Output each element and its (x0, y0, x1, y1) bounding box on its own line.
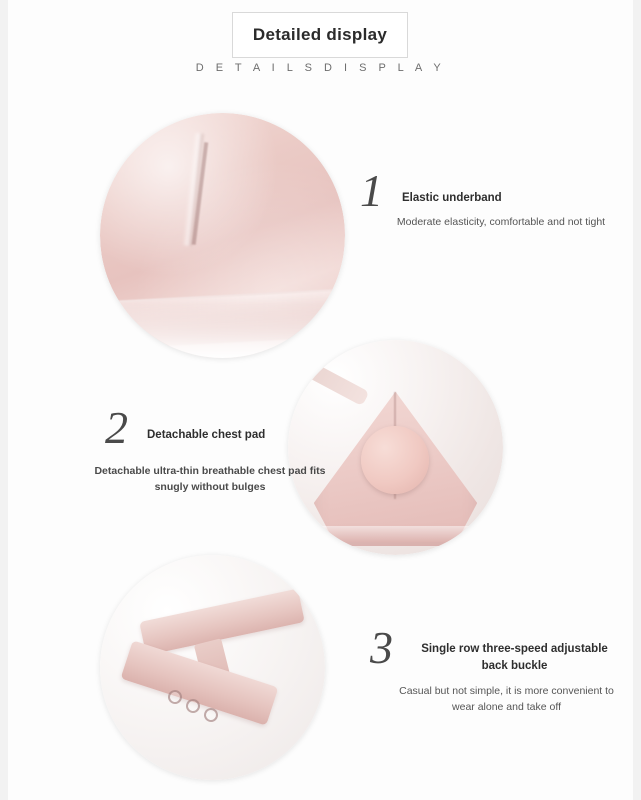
back-buckle-scene-fill (100, 555, 325, 780)
chest-pad-scene-fill (288, 340, 503, 555)
detachable-chest-pad-photo (288, 340, 503, 555)
photo-bottom-fade (100, 304, 345, 358)
page-header (0, 0, 641, 90)
removable-pad (361, 426, 429, 494)
feature-body-1: Moderate elasticity, comfortable and not tight (396, 216, 606, 228)
elastic-underband-photo (100, 113, 345, 358)
feature-number-1: 1 (360, 165, 383, 216)
cup-hem (314, 526, 477, 542)
right-page-edge (633, 0, 641, 800)
feature-heading-2: Detachable chest pad (147, 429, 266, 441)
page-subtitle: D E T A I L S D I S P L A Y (195, 62, 446, 74)
satin-fabric-fill (100, 113, 345, 358)
left-page-edge (0, 0, 8, 800)
feature-body-2: Detachable ultra-thin breathable chest pad fits snugly without bulges (94, 465, 326, 494)
feature-heading-1: Elastic underband (402, 192, 502, 204)
shoulder-strap (297, 358, 369, 406)
feature-body-3: Casual but not simple, it is more convenient to wear alone and take off (399, 685, 614, 714)
feature-number-3: 3 (370, 622, 393, 673)
feature-heading-3: Single row three-speed adjustable back buckle (421, 643, 608, 673)
back-buckle-photo (100, 555, 325, 780)
page-title: Detailed display (252, 25, 388, 44)
feature-number-2: 2 (105, 402, 128, 453)
title-box (232, 12, 408, 58)
